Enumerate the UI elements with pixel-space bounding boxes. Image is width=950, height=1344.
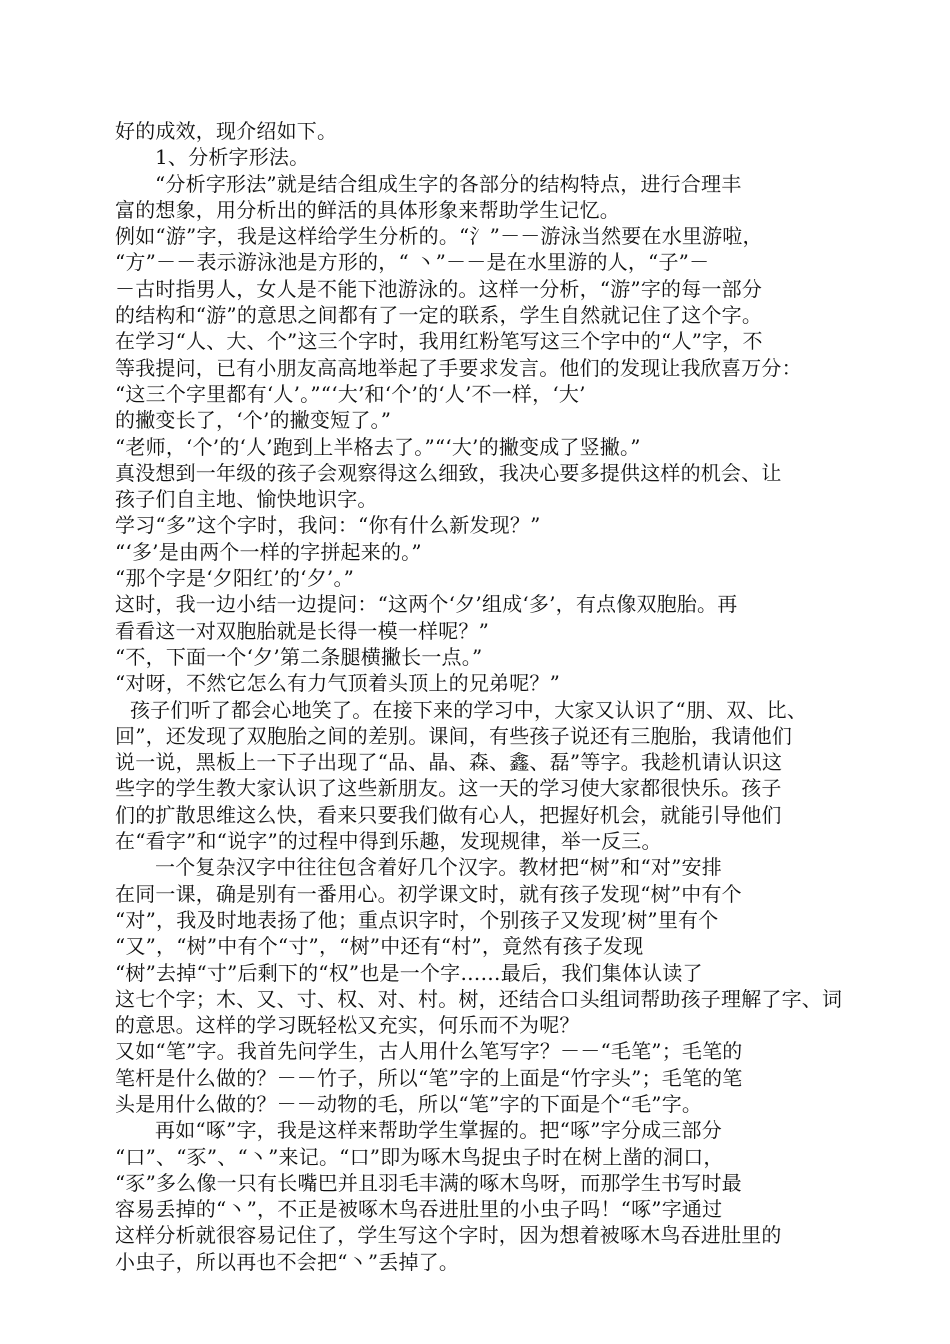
text-line: －古时指男人，女人是不能下池游泳的。这样一分析，“游”字的每一部分 [115,276,763,301]
text-line: 再如“啄”字，我是这样来帮助学生掌握的。把“啄”字分成三部分 [155,1118,722,1143]
text-line: 们的扩散思维这么快，看来只要我们做有心人，把握好机会，就能引导他们 [115,802,782,827]
document-body [115,118,855,1275]
text-line: “又”，“树”中有个“寸”，“树”中还有“村”，竟然有孩子发现 [115,934,644,959]
text-line: 学习“多”这个字时，我问：“你有什么新发现？” [115,513,541,538]
text-line: “对呀，不然它怎么有力气顶着头顶上的兄弟呢？” [115,671,561,696]
section-heading: 1、分析字形法。 [155,145,310,170]
text-line: 好的成效，现介绍如下。 [115,119,338,143]
text-line: “这三个字里都有‘人’。”“‘大’和‘个’的‘人’不一样，‘大’ [115,381,586,406]
text-line: 孩子们自主地、愉快地识字。 [115,487,378,512]
text-line: 又如“笔”字。我首先问学生，古人用什么笔写字？－－“毛笔”；毛笔的 [115,1039,743,1064]
text-line: 在同一课，确是别有一番用心。初学课文时，就有孩子发现“树”中有个 [115,881,742,906]
text-line: 等我提问，已有小朋友高高地举起了手要求发言。他们的发现让我欣喜万分： [115,355,802,380]
text-line: “方”－－表示游泳池是方形的，“ 丶”－－是在水里游的人，“子”－ [115,250,710,275]
text-line: “老师，‘个’的‘人’跑到上半格去了。”“‘大’的撇变成了竖撇。” [115,434,641,459]
text-line: “树”去掉“寸”后剩下的“权”也是一个字……最后，我们集体认读了 [115,960,703,985]
text-line: 这时，我一边小结一边提问：“这两个‘夕’组成‘多’，有点像双胞胎。再 [115,592,738,617]
text-line: 这七个字；木、又、寸、权、对、村。树，还结合口头组词帮助孩子理解了字、词 [115,986,843,1011]
text-line: 的结构和“游”的意思之间都有了一定的联系，学生自然就记住了这个字。 [115,303,763,328]
text-line: 的撇变长了，‘个’的撇变短了。” [115,408,392,433]
text-line: “那个字是‘夕阳红’的‘夕’。” [115,566,355,591]
text-line: 的意思。这样的学习既轻松又充实，何乐而不为呢？ [115,1013,580,1038]
text-line: 在“看字”和“说字”的过程中得到乐趣，发现规律，举一反三。 [115,829,662,854]
text-line: “‘多’是由两个一样的字拼起来的。” [115,539,422,564]
text-line: 一个复杂汉字中往往包含着好几个汉字。教材把“树”和“对”安排 [155,855,722,880]
text-line: 些字的学生教大家认识了这些新朋友。这一天的学习使大家都很快乐。孩子 [115,776,782,801]
text-line: “不，下面一个‘夕’第二条腿横撇长一点。” [115,644,483,669]
text-line: 这样分析就很容易记住了，学生写这个字时，因为想着被啄木鸟吞进肚里的 [115,1223,782,1248]
text-line: “分析字形法”就是结合组成生字的各部分的结构特点，进行合理丰 [155,171,742,196]
text-line: 例如“游”字，我是这样给学生分析的。“氵”－－游泳当然要在水里游啦， [115,224,763,249]
text-line: “豕”多么像一只有长嘴巴并且羽毛丰满的啄木鸟呀，而那学生书写时最 [115,1170,742,1195]
text-line: 回”，还发现了双胞胎之间的差别。课间，有些孩子说还有三胞胎，我请他们 [115,723,793,748]
text-line: “对”，我及时地表扬了他；重点识字时，个别孩子又发现’树”里有个 [115,907,719,932]
text-line: 看看这一对双胞胎就是长得一模一样呢？” [115,618,490,643]
text-line: “口”、“豕”、“丶”来记。“口”即为啄木鸟捉虫子时在树上凿的洞口， [115,1144,724,1169]
text-line: 笔杆是什么做的？－－竹子，所以“笔”字的上面是“竹字头”；毛笔的笔 [115,1065,743,1090]
text-line: 小虫子，所以再也不会把“丶”丢掉了。 [115,1249,460,1274]
text-line: 在学习“人、大、个”这三个字时，我用红粉笔写这三个字中的“人”字，不 [115,329,763,354]
text-line: 孩子们听了都会心地笑了。在接下来的学习中，大家又认识了“朋、双、比、 [130,697,808,722]
text-line: 头是用什么做的？－－动物的毛，所以“笔”字的下面是个“毛”字。 [115,1091,703,1116]
text-line: 富的想象，用分析出的鲜活的具体形象来帮助学生记忆。 [115,197,620,222]
text-line: 容易丢掉的“丶”，不正是被啄木鸟吞进肚里的小虫子吗！“啄”字通过 [115,1197,723,1222]
text-line: 说一说，黑板上一下子出现了“品、晶、森、鑫、磊”等字。我趁机请认识这 [115,750,783,775]
text-line: 真没想到一年级的孩子会观察得这么细致，我决心要多提供这样的机会、让 [115,460,782,485]
